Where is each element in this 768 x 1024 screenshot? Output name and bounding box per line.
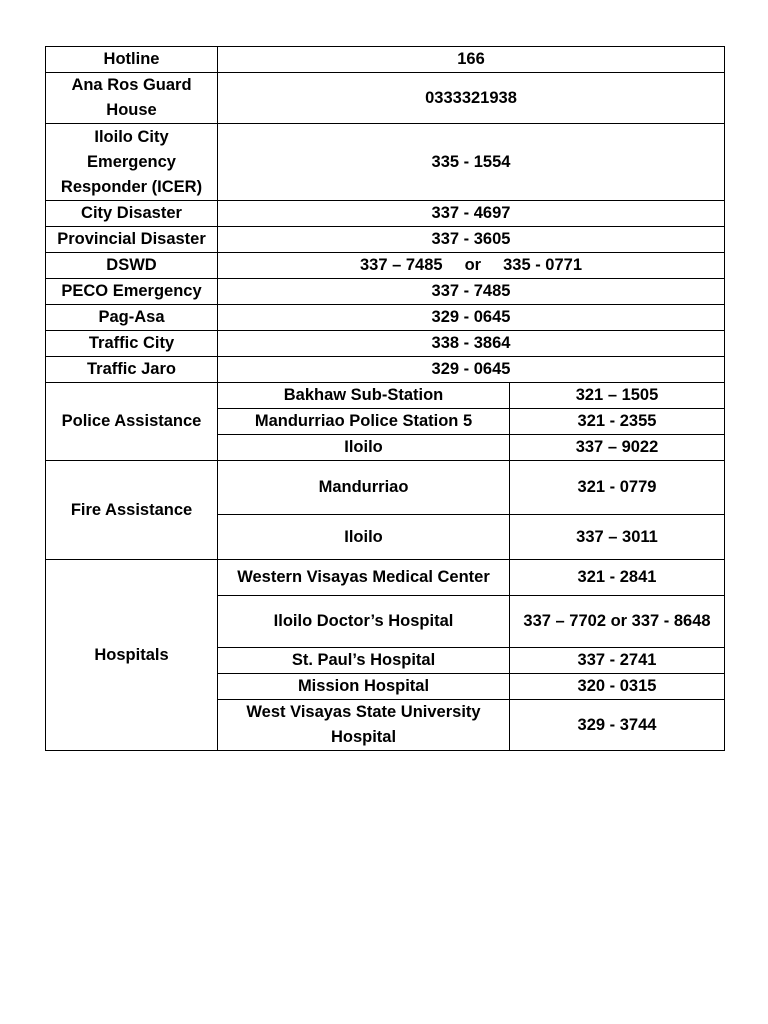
phone-number: 321 - 2355 (510, 409, 725, 435)
phone-number: 337 – 3011 (510, 515, 725, 560)
phone-number: 337 - 4697 (218, 201, 725, 227)
group-label-fire: Fire Assistance (46, 461, 218, 560)
emergency-hotline-table (45, 46, 725, 751)
table-row (46, 201, 725, 227)
phone-number: 335 - 1554 (218, 124, 725, 201)
phone-number: 337 - 3605 (218, 227, 725, 253)
entry-name: Mandurriao Police Station 5 (218, 409, 510, 435)
table-row (46, 124, 725, 201)
phone-number: 320 - 0315 (510, 674, 725, 700)
phone-number: 335 - 0771 (503, 256, 582, 274)
row-label: Ana Ros Guard House (46, 73, 218, 124)
phone-number: 337 - 7485 (218, 279, 725, 305)
table-row (46, 461, 725, 515)
row-label: Pag-Asa (46, 305, 218, 331)
phone-number-pair (218, 253, 725, 279)
phone-number: 0333321938 (218, 73, 725, 124)
phone-number: 337 – 9022 (510, 435, 725, 461)
phone-number: 337 – 7702 or 337 - 8648 (510, 596, 725, 648)
table-row (46, 383, 725, 409)
phone-number: 329 - 3744 (510, 700, 725, 751)
group-label-police: Police Assistance (46, 383, 218, 461)
entry-name: Mandurriao (218, 461, 510, 515)
table-row (46, 305, 725, 331)
or-separator: or (464, 256, 482, 274)
table-row (46, 560, 725, 596)
row-label: Traffic Jaro (46, 357, 218, 383)
entry-name: Iloilo (218, 515, 510, 560)
phone-number: 329 - 0645 (218, 357, 725, 383)
table-row (46, 357, 725, 383)
table-row (46, 331, 725, 357)
entry-name: Iloilo (218, 435, 510, 461)
entry-name: Iloilo Doctor’s Hospital (218, 596, 510, 648)
row-label: Provincial Disaster (46, 227, 218, 253)
phone-number: 329 - 0645 (218, 305, 725, 331)
phone-number: 321 – 1505 (510, 383, 725, 409)
entry-name: Mission Hospital (218, 674, 510, 700)
row-label: Traffic City (46, 331, 218, 357)
entry-name: St. Paul’s Hospital (218, 648, 510, 674)
table-row (46, 253, 725, 279)
entry-name: Western Visayas Medical Center (218, 560, 510, 596)
phone-number: 321 - 0779 (510, 461, 725, 515)
phone-number: 338 - 3864 (218, 331, 725, 357)
phone-number: 166 (218, 47, 725, 73)
group-label-hospitals: Hospitals (46, 560, 218, 751)
table-row (46, 279, 725, 305)
row-label: City Disaster (46, 201, 218, 227)
phone-number: 337 - 2741 (510, 648, 725, 674)
row-label: DSWD (46, 253, 218, 279)
table-row (46, 227, 725, 253)
phone-number: 337 – 7485 (360, 256, 443, 274)
row-label: Iloilo City Emergency Responder (ICER) (46, 124, 218, 201)
row-label: PECO Emergency (46, 279, 218, 305)
table-row (46, 73, 725, 124)
table-row (46, 47, 725, 73)
row-label: Hotline (46, 47, 218, 73)
entry-name: Bakhaw Sub-Station (218, 383, 510, 409)
entry-name: West Visayas State University Hospital (218, 700, 510, 751)
phone-number: 321 - 2841 (510, 560, 725, 596)
